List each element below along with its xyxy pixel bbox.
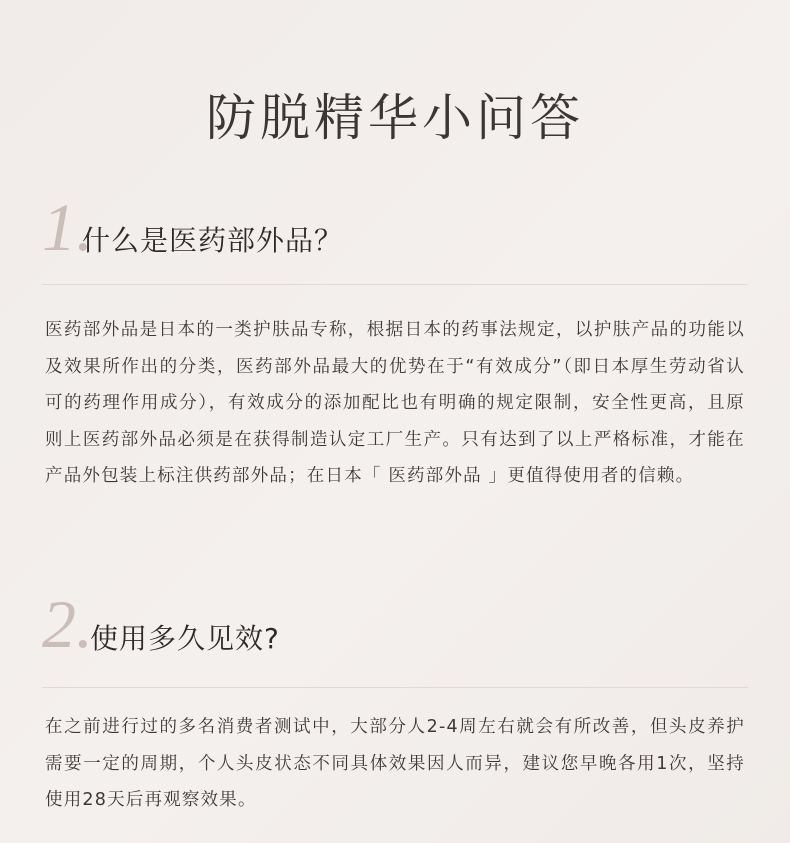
page-title: 防脱精华小问答 — [206, 89, 584, 147]
question-1-answer: 医药部外品是日本的一类护肤品专称，根据日本的药事法规定，以护肤产品的功能以及效果所作出的分类，医药部外品最大的优势在于“有效成分”（即日本厚生劳动省认可的药理作用成分），有效成分的添加配比也有明确的规定限制，安全性更高，且原则上医药部外品必须是在获得制造认定工厂生产。只有达到了以上严格标准，才能在产品外包装上标注供药部外品；在日本「 医药部外品 」更值得使用者的信赖。 — [45, 320, 745, 486]
question-2-answer: 在之前进行过的多名消费者测试中，大部分人2-4周左右就会有所改善，但头皮养护需要一定的周期，个人头皮状态不同具体效果因人而异，建议您早晚各用1次，坚持使用28天后再观察效果。 — [45, 717, 745, 810]
question-2-divider — [42, 687, 748, 688]
question-1-number: 1. — [42, 189, 93, 265]
question-2-number: 2. — [42, 586, 93, 662]
question-2-title: 使用多久见效? — [90, 622, 280, 655]
question-1-title: 什么是医药部外品？ — [82, 224, 344, 257]
question-1-divider — [42, 284, 748, 285]
